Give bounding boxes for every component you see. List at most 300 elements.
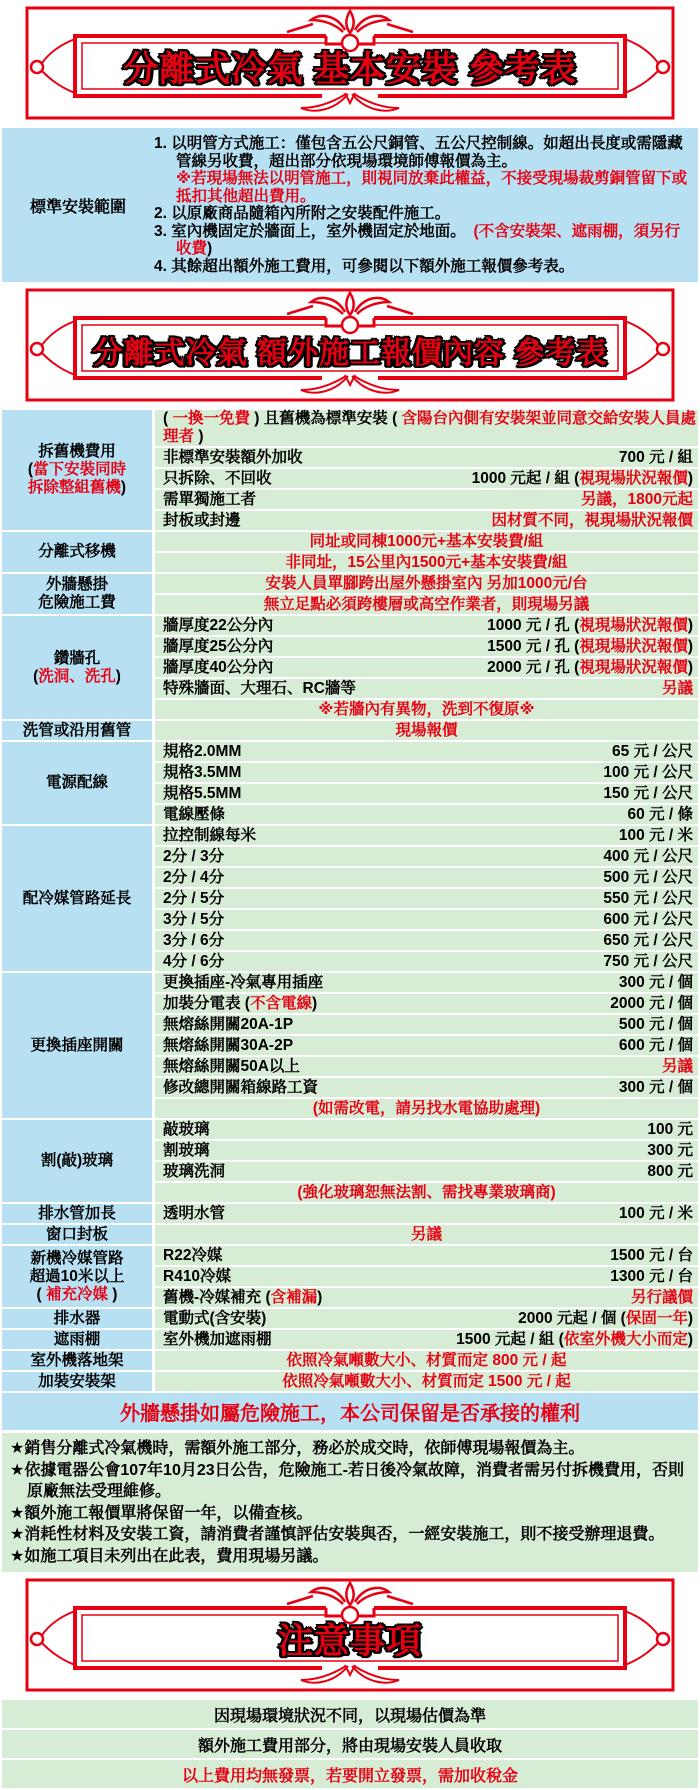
text-segment: 電源配線 <box>45 774 108 791</box>
text-segment: 加裝安裝架 <box>38 1372 116 1390</box>
text-segment: ) <box>120 479 127 496</box>
text-segment: R410冷媒 <box>163 1267 232 1285</box>
text-segment: 無熔絲開關50A以上 <box>163 1057 300 1075</box>
text-segment: 1500 元 / 孔 ( <box>487 637 580 655</box>
text-segment: 視現場狀況報價 <box>579 616 688 634</box>
text-segment: 規格2.0MM <box>163 742 242 760</box>
text-segment: 300 元 / 個 <box>618 973 693 991</box>
table-row <box>155 1204 698 1223</box>
item-cell <box>155 491 581 509</box>
row-label-line <box>38 1205 116 1223</box>
table-row <box>155 410 698 446</box>
table-row <box>155 1309 698 1328</box>
price-cell <box>603 932 698 950</box>
text-segment: 2分 / 3分 <box>163 847 225 865</box>
text-segment: 2000 元起 / 個 ( <box>518 1309 626 1327</box>
note-cell <box>155 1226 698 1244</box>
text-segment: 2分 / 5分 <box>163 889 225 907</box>
table-row <box>155 1057 698 1076</box>
item-cell <box>155 827 619 845</box>
standard-install-label: 標準安裝範圍 <box>29 198 126 216</box>
text-segment: 500 元 / 個 <box>618 1015 693 1033</box>
text-segment: 3. 室內機固定於牆面上，室外機固定於地面。 <box>154 222 474 240</box>
price-group <box>2 574 698 614</box>
item-cell <box>155 1289 631 1307</box>
price-group <box>2 1309 698 1328</box>
table-row <box>155 553 698 572</box>
text-segment: 依照冷氣噸數大小、材質而定 1500 元 / 起 <box>282 1372 571 1390</box>
text-segment: ※若現場無法以明管施工，則視同放棄此權益，不接受現場裁剪銅管留下或抵扣其他超出費用。 <box>176 170 688 205</box>
row-label-cell <box>2 1330 152 1349</box>
text-segment: 100 元 / 公尺 <box>603 763 693 781</box>
text-segment: 依室外機大小而定 <box>563 1330 688 1348</box>
danger-warning-text: 外牆懸掛如屬危險施工，本公司保留是否承接的權利 <box>120 1403 580 1425</box>
footer-notes <box>0 1700 700 1788</box>
price-cell <box>581 491 698 509</box>
table-row <box>155 1330 698 1349</box>
row-label-line <box>54 1331 101 1349</box>
table-row <box>155 994 698 1013</box>
table-row <box>155 826 698 845</box>
price-cell <box>619 827 698 845</box>
row-label-line <box>30 1037 123 1055</box>
price-group <box>2 410 698 530</box>
text-segment: 規格3.5MM <box>163 763 242 781</box>
table-row <box>155 511 698 530</box>
note-item: ★額外施工報價單將保留一年，以備查核。 <box>10 1504 313 1522</box>
text-segment: 550 元 / 公尺 <box>603 889 693 907</box>
text-segment: 透明水管 <box>163 1204 226 1222</box>
row-label-line <box>28 479 126 497</box>
price-cell <box>619 1079 698 1097</box>
text-segment: 4分 / 6分 <box>163 952 225 970</box>
item-cell <box>155 410 698 446</box>
row-label-cell <box>2 1351 152 1370</box>
text-segment: 400 元 / 公尺 <box>603 847 693 865</box>
item-cell <box>155 806 628 824</box>
table-row <box>155 595 698 614</box>
table-row <box>155 532 698 551</box>
item-cell <box>155 1205 619 1223</box>
table-row <box>155 616 698 635</box>
price-cell <box>662 680 698 698</box>
price-cell <box>647 1121 698 1139</box>
price-cell <box>619 1016 698 1034</box>
item-cell <box>155 995 610 1013</box>
row-label-cell <box>2 742 152 824</box>
price-cell <box>603 953 698 971</box>
note-item: ★消耗性材料及安裝工資，請消費者謹慎評估安裝與否，一經安裝施工，則不接受辦理退費。 <box>10 1526 665 1543</box>
text-segment: (如需改電，請另找水電協助處理) <box>312 1099 541 1117</box>
text-segment: 1. 以明管方式施工：僅包含五公尺銅管、五公尺控制線。如超出長度或需隱藏管線另收費，超出部分依現場環境師傅報價為主。 <box>154 135 683 170</box>
text-segment: 100 元 <box>647 1120 693 1138</box>
text-segment: 1000 元 / 孔 ( <box>487 616 580 634</box>
footer-note-row: 額外施工費用部分，將由現場安裝人員收取 <box>2 1730 698 1758</box>
item-cell <box>155 848 603 866</box>
table-row <box>155 763 698 782</box>
price-cell <box>472 470 698 488</box>
text-segment: 2. 以原廠商品隨箱內所附之安裝配件施工。 <box>154 205 451 222</box>
text-segment: 玻璃洗洞 <box>163 1162 226 1180</box>
note-item: ★銷售分離式冷氣機時，需額外施工部分，務必於成交時，依師傅現場報價為主。 <box>10 1440 585 1457</box>
text-segment: 排水器 <box>53 1309 101 1327</box>
price-cell <box>631 1289 698 1307</box>
text-segment: 牆厚度22公分內 <box>163 616 274 634</box>
table-row <box>155 1141 698 1160</box>
note-cell <box>155 596 698 614</box>
text-segment: ) <box>108 1285 118 1303</box>
text-segment: 600 元 / 個 <box>618 1036 693 1054</box>
item-cell <box>155 1142 647 1160</box>
text-segment: 電線壓條 <box>163 805 226 823</box>
item-cell <box>155 1016 619 1034</box>
text-segment: 更換插座開關 <box>30 1036 124 1054</box>
price-cell <box>647 1163 698 1181</box>
text-segment: 超過10米以上 <box>29 1267 125 1285</box>
row-label-cell <box>2 721 152 740</box>
item-cell <box>155 512 491 530</box>
item-cell <box>155 1331 456 1349</box>
text-segment: 保固一年 <box>625 1309 688 1327</box>
text-segment: 3分 / 6分 <box>163 931 225 949</box>
text-segment: 65 元 / 公尺 <box>612 742 693 760</box>
item-cell <box>155 1163 647 1181</box>
text-segment: 2分 / 4分 <box>163 868 225 886</box>
text-segment: (不含安裝架、遮雨棚，須另行收費 <box>176 222 681 257</box>
text-segment: 無熔絲開關30A-2P <box>163 1036 294 1054</box>
price-cell <box>603 890 698 908</box>
table-row <box>155 1267 698 1286</box>
text-segment: 600 元 / 公尺 <box>603 910 693 928</box>
text-segment: 100 元 / 米 <box>618 1204 693 1222</box>
row-label-line <box>46 774 108 792</box>
table-row <box>155 742 698 761</box>
price-group <box>2 742 698 824</box>
row-label-cell <box>2 532 152 572</box>
row-label-line <box>54 1310 101 1328</box>
table-row <box>155 1162 698 1181</box>
table-row <box>155 952 698 971</box>
table-row <box>155 1120 698 1139</box>
table-row <box>155 805 698 824</box>
table-row <box>155 1372 698 1391</box>
text-segment: 視現場狀況報價 <box>579 469 688 487</box>
text-segment: 60 元 / 條 <box>627 805 693 823</box>
text-segment: 規格5.5MM <box>163 784 242 802</box>
text-segment: 排水管加長 <box>38 1204 116 1222</box>
price-group <box>2 532 698 572</box>
standard-install-item <box>154 205 694 223</box>
ornate-frame-notice <box>25 1578 675 1692</box>
text-segment: 外牆懸掛 <box>45 576 108 593</box>
text-segment: 2000 元 / 個 <box>610 994 693 1012</box>
price-cell <box>610 1247 698 1265</box>
text-segment: 視現場狀況報價 <box>579 658 688 676</box>
text-segment: 500 元 / 公尺 <box>603 868 693 886</box>
row-label-cell <box>2 616 152 719</box>
price-cell <box>603 785 698 803</box>
text-segment: 割(敲)玻璃 <box>40 1152 114 1169</box>
price-group <box>2 1372 698 1391</box>
table-row <box>155 1246 698 1265</box>
item-cell <box>155 470 472 488</box>
price-group <box>2 1330 698 1349</box>
text-segment: ) <box>687 1330 693 1348</box>
frame-title: 分離式冷氣 基本安裝 參考表 <box>123 50 577 89</box>
table-row <box>155 574 698 593</box>
price-cell <box>610 995 698 1013</box>
price-cell <box>619 1205 698 1223</box>
text-segment: ( <box>163 410 173 427</box>
text-segment: 另議 <box>661 1057 693 1075</box>
item-cell <box>155 449 619 467</box>
text-segment: 現場報價 <box>395 721 458 739</box>
table-row <box>155 973 698 992</box>
price-cell <box>603 911 698 929</box>
text-segment: ) <box>207 240 213 257</box>
price-group <box>2 973 698 1118</box>
text-segment: 拆除整組舊機 <box>27 479 121 496</box>
item-cell <box>155 659 487 677</box>
text-segment: ( <box>27 461 34 478</box>
item-cell <box>155 1121 647 1139</box>
danger-warning-row <box>2 1393 698 1430</box>
table-row <box>155 847 698 866</box>
note-cell <box>155 575 698 593</box>
text-segment: 割玻璃 <box>163 1141 210 1159</box>
text-segment: 同址或同棟1000元+基本安裝費/組 <box>309 532 544 550</box>
note-cell <box>155 1184 698 1202</box>
row-label-cell <box>2 1246 152 1307</box>
text-segment: 需單獨施工者 <box>163 490 257 508</box>
item-cell <box>155 953 603 971</box>
price-cell <box>487 659 698 677</box>
text-segment: 加裝分電表 ( <box>163 994 250 1012</box>
text-segment: 另議 <box>661 679 693 697</box>
table-row <box>155 889 698 908</box>
text-segment: 3分 / 5分 <box>163 910 225 928</box>
text-segment: 特殊牆面、大理石、RC牆等 <box>163 679 356 697</box>
text-segment: 無立足點必須跨樓層或高空作業者，則現場另議 <box>263 595 590 613</box>
text-segment: 封板或封邊 <box>163 511 241 529</box>
item-cell <box>155 974 619 992</box>
item-cell <box>155 764 603 782</box>
standard-install-item <box>154 223 694 258</box>
row-label-line <box>30 1268 125 1286</box>
note-cell <box>155 1373 698 1391</box>
row-label-cell <box>2 410 152 530</box>
row-label-line <box>23 890 132 908</box>
table-row <box>155 700 698 719</box>
table-row <box>155 679 698 698</box>
price-group <box>2 1204 698 1223</box>
text-segment: 非同址，15公里內1500元+基本安裝費/組 <box>285 553 568 571</box>
text-segment: ) <box>311 994 318 1012</box>
text-segment: ( <box>33 667 39 685</box>
price-cell <box>647 1142 698 1160</box>
text-segment: ※若牆內有異物，洗到不復原※ <box>318 700 535 718</box>
text-segment: 敲玻璃 <box>163 1120 210 1138</box>
row-label-line <box>30 1352 123 1370</box>
text-segment: ) <box>687 637 693 655</box>
row-label-line <box>37 1286 118 1304</box>
row-label-line <box>23 722 132 740</box>
table-row <box>155 931 698 950</box>
standard-install-item <box>154 170 694 205</box>
text-segment: 新機冷媒管路 <box>30 1249 124 1267</box>
text-segment: 分離式移機 <box>38 543 116 560</box>
text-segment: 另議 <box>410 1225 442 1243</box>
price-cell <box>619 1037 698 1055</box>
row-label-cell <box>2 826 152 971</box>
price-cell <box>518 1310 698 1328</box>
row-label-line <box>38 594 116 612</box>
item-cell <box>155 743 612 761</box>
table-row <box>155 1036 698 1055</box>
text-segment: 不含電線 <box>249 994 312 1012</box>
text-segment: 洗洞、洗孔 <box>38 667 116 685</box>
price-cell <box>612 743 698 761</box>
text-segment: 無熔絲開關20A-1P <box>163 1015 294 1033</box>
text-segment: 2000 元 / 孔 ( <box>487 658 580 676</box>
price-group <box>2 826 698 971</box>
text-segment: 700 元 / 組 <box>618 448 693 466</box>
item-cell <box>155 890 603 908</box>
note-cell <box>155 554 698 572</box>
text-segment: 危險施工費 <box>38 594 116 611</box>
item-cell <box>155 785 603 803</box>
text-segment: (強化玻璃恕無法割、需找專業玻璃商) <box>297 1183 556 1201</box>
price-cell <box>662 1058 698 1076</box>
price-cell <box>603 764 698 782</box>
text-segment: R22冷媒 <box>163 1246 223 1264</box>
table-row <box>155 490 698 509</box>
text-segment: ) <box>687 1309 693 1327</box>
row-label-line <box>38 543 116 561</box>
item-cell <box>155 617 487 635</box>
text-segment: ) <box>317 1288 323 1306</box>
item-cell <box>155 1247 610 1265</box>
item-cell <box>155 1268 610 1286</box>
note-item: ★如施工項目未列出在此表，費用現場另議。 <box>10 1547 329 1565</box>
row-label-line <box>38 1373 116 1391</box>
table-row <box>155 910 698 929</box>
row-label-line <box>30 1250 123 1268</box>
item-cell <box>155 932 603 950</box>
row-label-line <box>38 443 116 461</box>
text-segment: 安裝人員單腳跨出屋外懸掛室內 另加1000元/台 <box>265 574 588 592</box>
text-segment: 1000 元起 / 組 ( <box>471 469 580 487</box>
table-row <box>155 1183 698 1202</box>
row-label-line <box>33 668 121 686</box>
text-segment: 牆厚度25公分內 <box>163 637 274 655</box>
text-segment: ) <box>194 428 204 445</box>
text-segment: 修改總開關箱線路工資 <box>163 1078 319 1096</box>
text-segment: 窗口封板 <box>45 1225 108 1243</box>
text-segment: ) <box>687 469 693 487</box>
text-segment: 含陽台內側有安裝架並同意交給安裝人員處理者 <box>163 410 697 445</box>
table-row <box>155 637 698 656</box>
row-label-line <box>46 576 108 594</box>
footer-note-row: 以上費用均無發票，若要開立發票，需加收稅金 <box>2 1760 698 1788</box>
table-row <box>155 868 698 887</box>
text-segment: 650 元 / 公尺 <box>603 931 693 949</box>
price-cell <box>491 512 698 530</box>
text-segment: 只拆除、不回收 <box>163 469 272 487</box>
table-row <box>155 721 698 740</box>
text-segment: 300 元 / 個 <box>618 1078 693 1096</box>
text-segment: 750 元 / 公尺 <box>603 952 693 970</box>
table-row <box>155 1015 698 1034</box>
note-item: ★依據電器公會107年10月23日公告，危險施工-若日後冷氣故障，消費者需另付拆機費用，否則原廠無法受理維修。 <box>10 1461 684 1500</box>
table-row <box>155 1078 698 1097</box>
frame-title: 分離式冷氣 額外施工報價內容 參考表 <box>92 337 608 370</box>
price-cell <box>603 848 698 866</box>
row-label-cell <box>2 574 152 614</box>
text-segment: 配冷媒管路延長 <box>22 889 132 907</box>
text-segment: 1500 元 / 台 <box>610 1246 693 1264</box>
text-segment: 鑽牆孔 <box>53 649 101 667</box>
row-label-line <box>46 1226 108 1244</box>
price-cell <box>619 974 698 992</box>
text-segment: 當下安裝同時 <box>33 461 127 478</box>
table-row <box>155 448 698 467</box>
price-cell <box>628 806 698 824</box>
text-segment: 室外機落地架 <box>30 1351 124 1369</box>
price-group <box>2 1246 698 1307</box>
text-segment: 另行議價 <box>630 1288 693 1306</box>
text-segment: 遮雨棚 <box>53 1330 101 1348</box>
note-cell <box>155 1100 698 1118</box>
standard-install-item <box>154 135 694 170</box>
note-cell <box>155 533 698 551</box>
row-label-cell <box>2 1120 152 1202</box>
text-segment: 電動式(含安裝) <box>163 1309 267 1327</box>
text-segment: 300 元 <box>647 1141 693 1159</box>
standard-install-item <box>154 258 694 276</box>
price-cell <box>619 449 698 467</box>
price-group <box>2 1225 698 1244</box>
text-segment: ) <box>687 616 693 634</box>
row-label-line <box>28 461 126 479</box>
row-label-line <box>41 1152 113 1170</box>
text-segment: ) 且舊機為標準安裝 ( <box>249 410 402 427</box>
price-group <box>2 616 698 719</box>
text-segment: ( <box>36 1285 46 1303</box>
item-cell <box>155 911 603 929</box>
text-segment: 150 元 / 公尺 <box>603 784 693 802</box>
table-row <box>155 1288 698 1307</box>
price-cell <box>456 1331 698 1349</box>
note-cell <box>155 1352 698 1370</box>
item-cell <box>155 1058 662 1076</box>
item-cell <box>155 680 662 698</box>
item-cell <box>155 869 603 887</box>
text-segment: 舊機-冷媒補充 ( <box>163 1288 271 1306</box>
text-segment: 非標準安裝額外加收 <box>163 448 303 466</box>
standard-install-section <box>2 128 698 282</box>
table-row <box>155 1225 698 1244</box>
row-label-cell <box>2 1309 152 1328</box>
row-label-cell <box>2 1204 152 1223</box>
text-segment: 更換插座-冷氣專用插座 <box>163 973 324 991</box>
text-segment: 洗管或沿用舊管 <box>22 721 132 739</box>
row-label-cell <box>2 1225 152 1244</box>
text-segment: 拆舊機費用 <box>38 443 116 460</box>
price-cell <box>487 617 698 635</box>
ornate-frame-basic-install <box>25 6 675 120</box>
price-cell <box>487 638 698 656</box>
